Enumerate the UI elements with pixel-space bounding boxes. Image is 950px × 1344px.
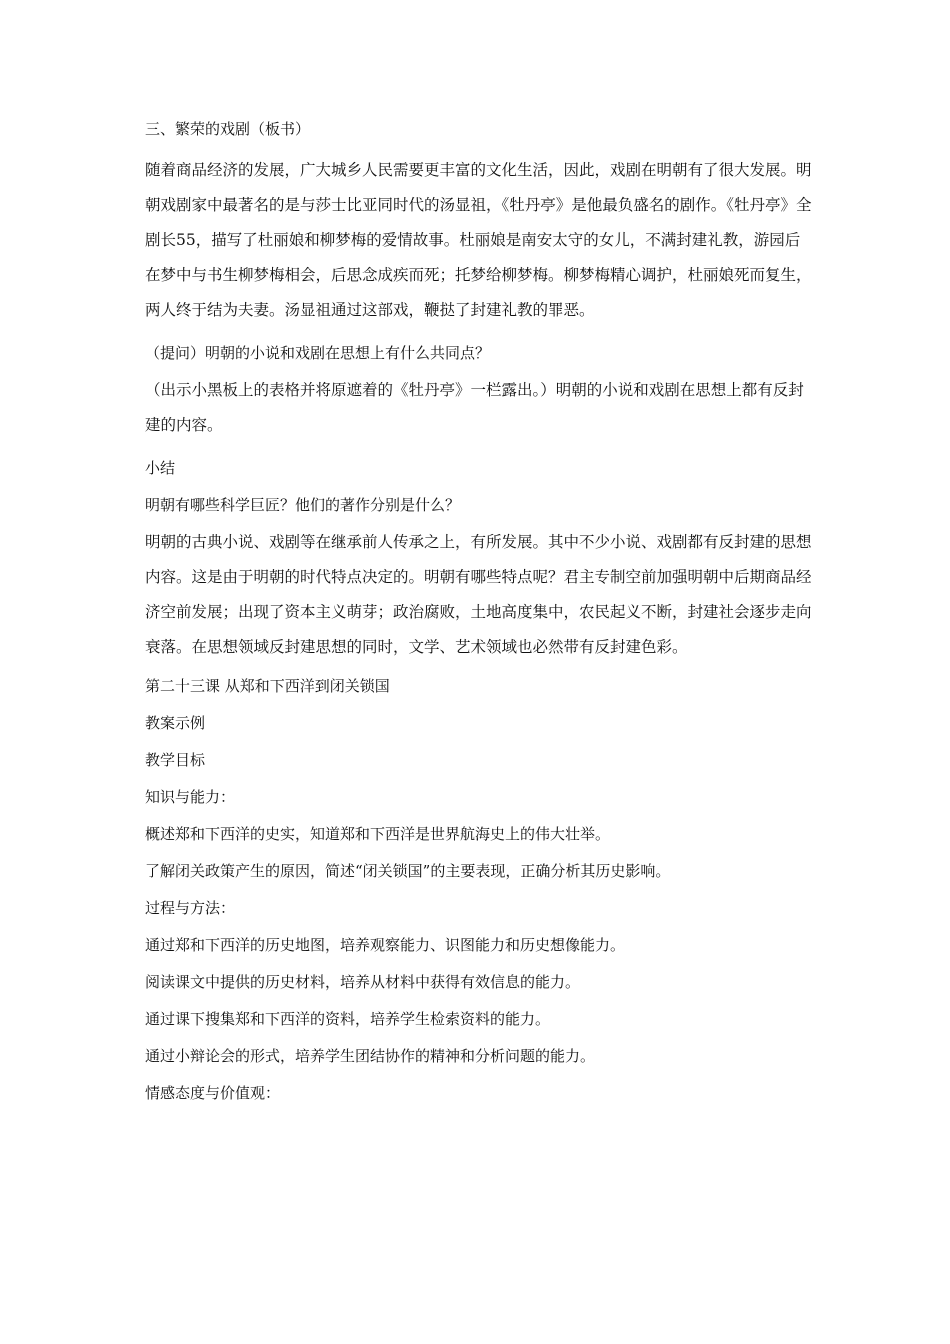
method-item-1: 通过郑和下西洋的历史地图，培养观察能力、识图能力和历史想像能力。 [145, 936, 626, 954]
knowledge-heading: 知识与能力： [145, 788, 236, 806]
method-heading: 过程与方法： [145, 899, 236, 917]
method-item-2: 阅读课文中提供的历史材料，培养从材料中获得有效信息的能力。 [145, 973, 581, 991]
lesson-title: 第二十三课 从郑和下西洋到闭关锁国 [145, 677, 390, 695]
method-item-4: 通过小辩论会的形式，培养学生团结协作的精神和分析问题的能力。 [145, 1047, 596, 1065]
summary-heading: 小结 [145, 459, 176, 477]
lesson-example-heading: 教案示例 [145, 714, 206, 732]
question-common-point: （提问）明朝的小说和戏剧在思想上有什么共同点？ [145, 344, 491, 362]
document-page [145, 118, 815, 1103]
teaching-goals-heading: 教学目标 [145, 751, 206, 769]
paragraph-summary: 明朝的古典小说、戏剧等在继承前人传承之上，有所发展。其中不少小说、戏剧都有反封建的思想内容。这是由于明朝的时代特点决定的。明朝有哪些特点呢？君主专制空前加强明朝中后期商品经济空前发展；出现了资本主义萌芽；政治腐败，土地高度集中，农民起义不断，封建社会逐步走向衰落。在思想领域反封建思想的同时，文学、艺术领域也必然带有反封建色彩。 [145, 533, 812, 656]
paragraph-drama: 随着商品经济的发展，广大城乡人民需要更丰富的文化生活，因此，戏剧在明朝有了很大发展。明朝戏剧家中最著名的是与莎士比亚同时代的汤显祖，《牡丹亭》是他最负盛名的剧作。《牡丹亭》全剧长55，描写了杜丽娘和柳梦梅的爱情故事。杜丽娘是南安太守的女儿，不满封建礼教，游园后在梦中与书生柳梦梅相会，后思念成疾而死；托梦给柳梦梅。柳梦梅精心调护，杜丽娘死而复生，两人终于结为夫妻。汤显祖通过这部戏，鞭挞了封建礼教的罪恶。 [145, 161, 812, 319]
knowledge-item-1: 概述郑和下西洋的史实，知道郑和下西洋是世界航海史上的伟大壮举。 [145, 825, 611, 843]
section-heading-drama: 三、繁荣的戏剧（板书） [145, 120, 311, 138]
knowledge-item-2: 了解闭关政策产生的原因，简述“闭关锁国”的主要表现，正确分析其历史影响。 [145, 862, 671, 880]
question-scientists: 明朝有哪些科学巨匠？他们的著作分别是什么？ [145, 496, 461, 514]
paragraph-answer: （出示小黑板上的表格并将原遮着的《牡丹亭》一栏露出。）明朝的小说和戏剧在思想上都有反封建的内容。 [145, 381, 804, 434]
attitude-heading: 情感态度与价值观： [145, 1084, 281, 1102]
method-item-3: 通过课下搜集郑和下西洋的资料，培养学生检索资料的能力。 [145, 1010, 551, 1028]
